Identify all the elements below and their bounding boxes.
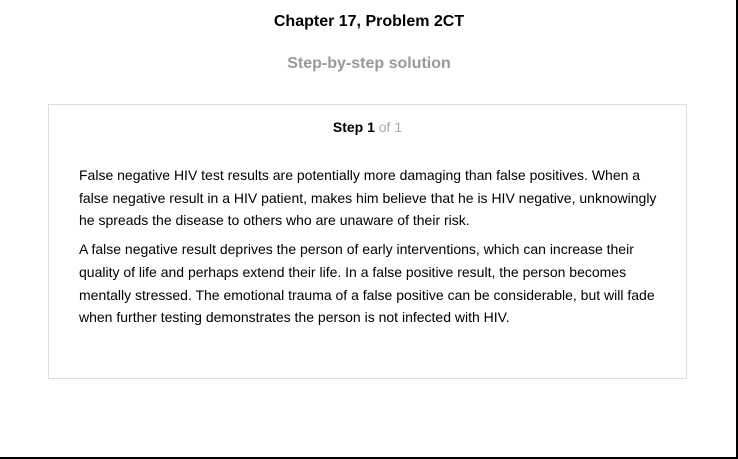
- step-paragraph: A false negative result deprives the person of early interventions, which can increase their quality of life and perhaps extend their life. In a false positive result, the person becomes mentally stressed. The emotional trauma of a false positive can be considerable, but will fade when further testing demonstrates the person is not infected with HIV.: [79, 241, 655, 326]
- step-paragraph: False negative HIV test results are potentially more damaging than false positives. When a false negative result in a HIV patient, makes him believe that he is HIV negative, unknowingly he spreads the disease to others who are unaware of their risk.: [79, 167, 657, 229]
- step-header: [49, 119, 686, 135]
- step-label: Step 1: [332, 119, 375, 135]
- step-count: of 1: [378, 119, 403, 135]
- page-title: Chapter 17, Problem 2CT: [273, 13, 465, 30]
- step-content: [79, 164, 659, 335]
- solution-subtitle: Step-by-step solution: [287, 55, 451, 72]
- solution-step-card: [48, 104, 687, 379]
